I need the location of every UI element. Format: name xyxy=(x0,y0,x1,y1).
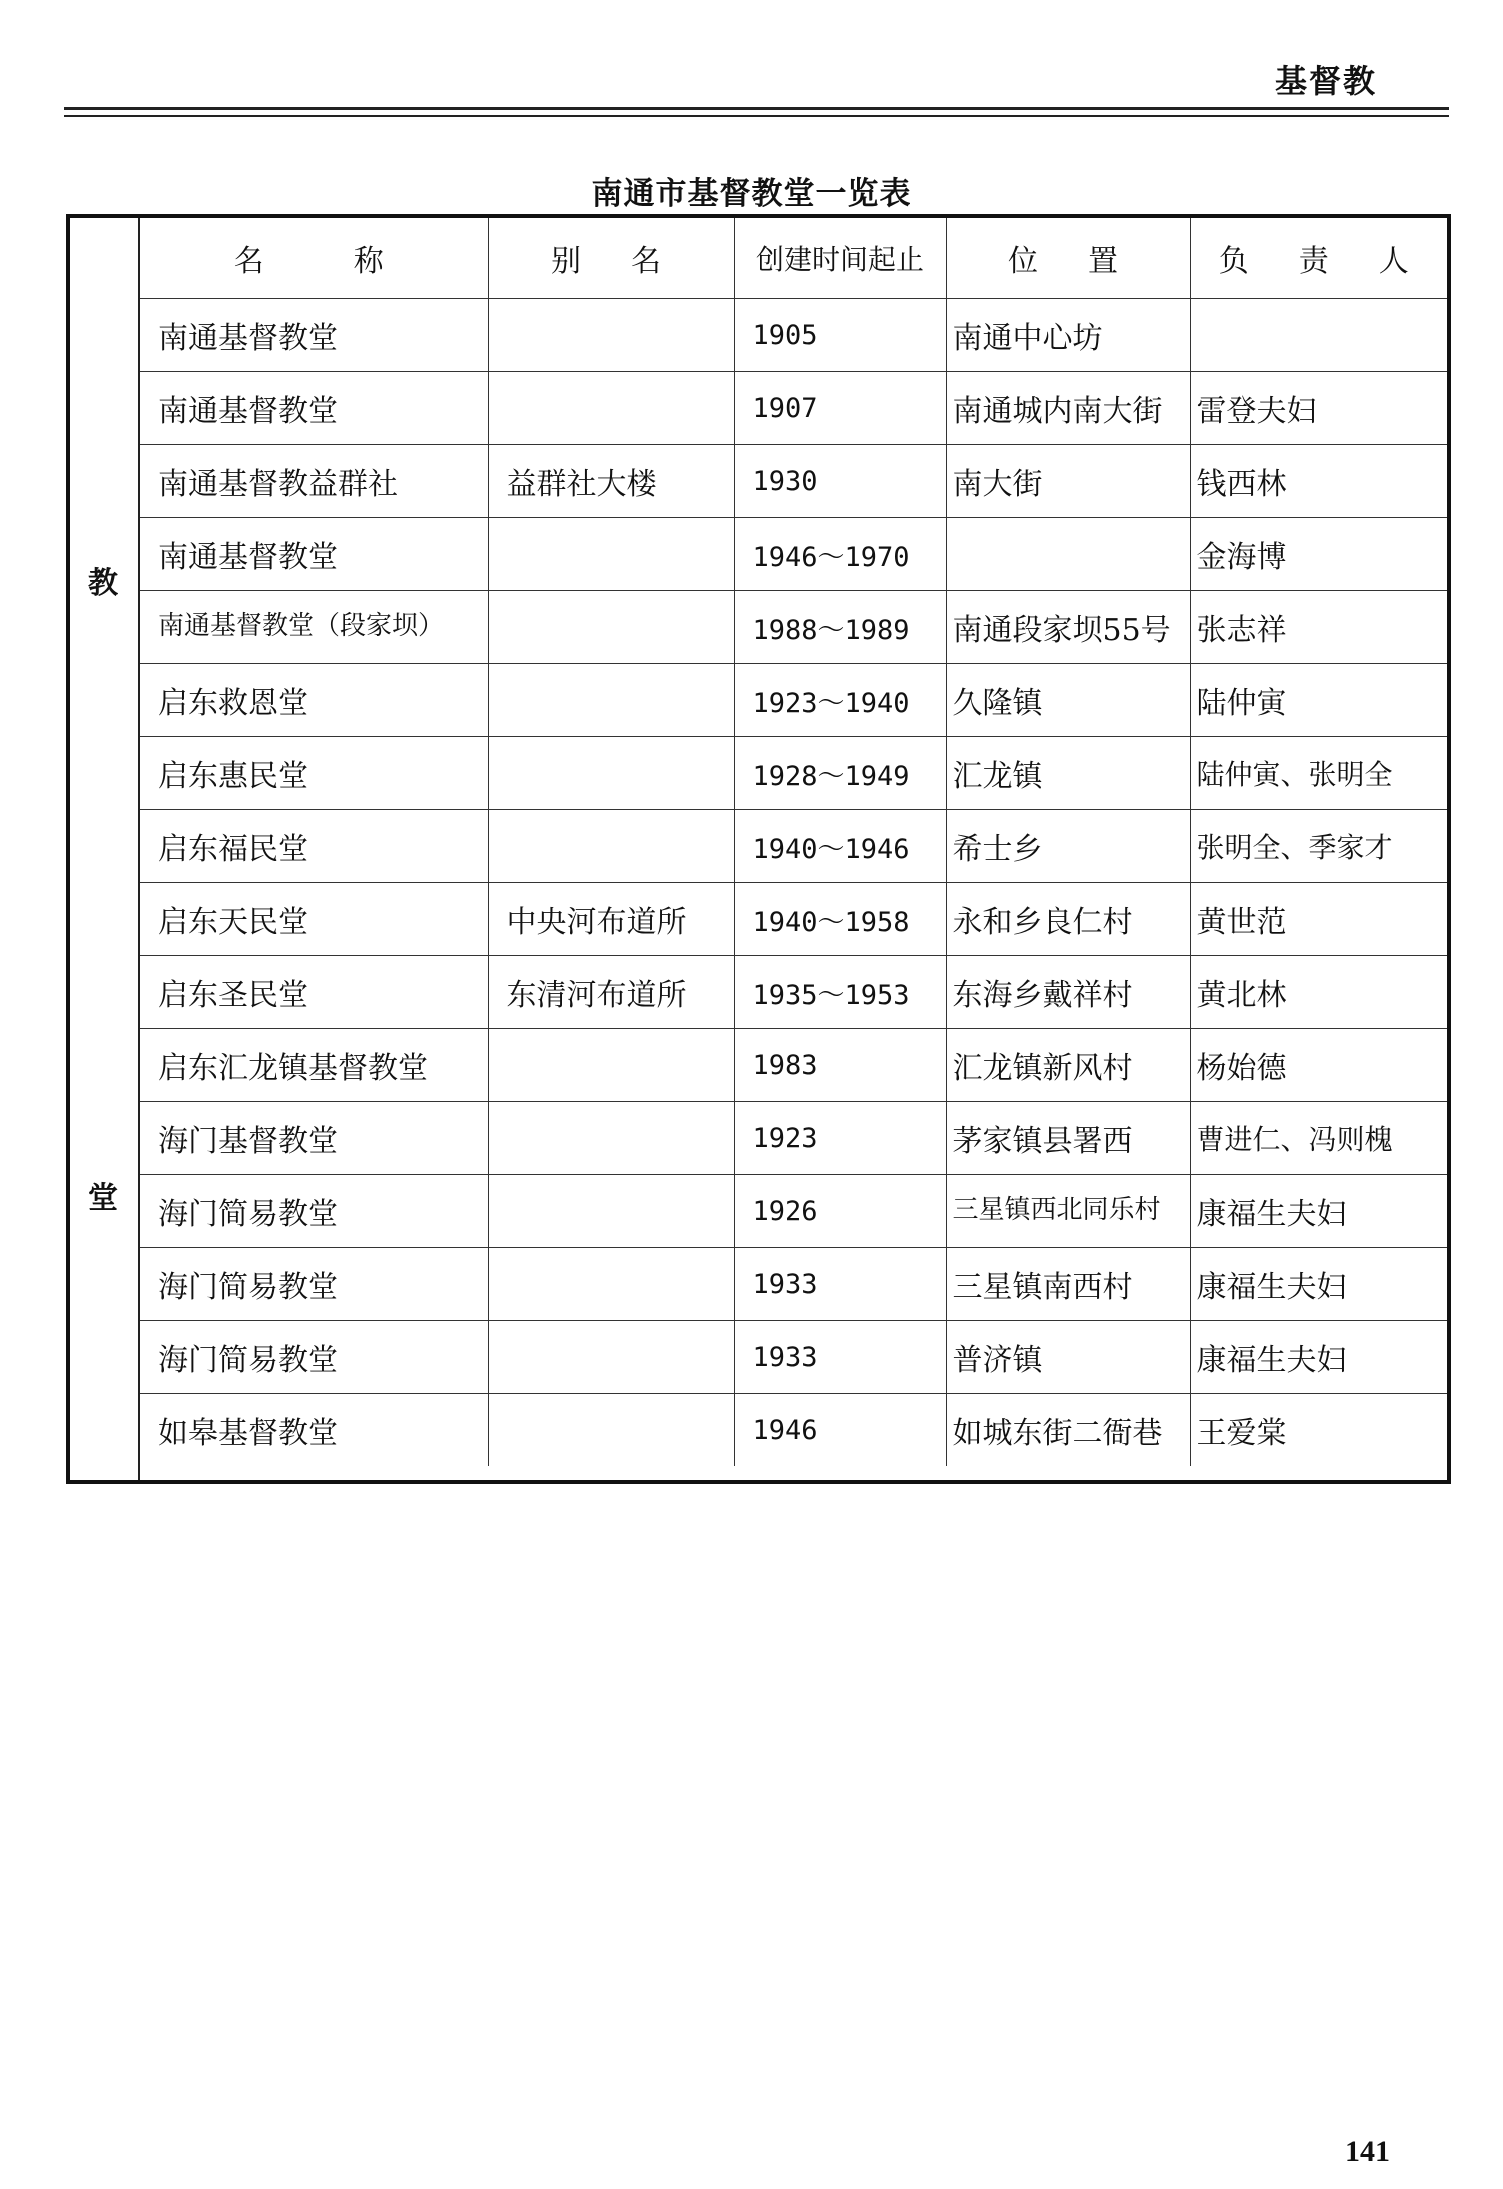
church-name: 南通基督教堂 xyxy=(140,372,488,445)
column-header-years: 创建时间起止 xyxy=(734,218,946,299)
church-alias xyxy=(488,1321,734,1394)
church-years: 1940～1958 xyxy=(734,883,946,956)
church-alias xyxy=(488,372,734,445)
church-name: 南通基督教堂（段家坝） xyxy=(140,591,488,664)
church-name: 启东天民堂 xyxy=(140,883,488,956)
church-alias xyxy=(488,664,734,737)
church-leader: 王爱棠 xyxy=(1196,1416,1287,1451)
church-alias: 东清河布道所 xyxy=(488,956,734,1029)
table-row xyxy=(140,1394,1447,1467)
church-alias xyxy=(488,1394,734,1467)
church-alias: 中央河布道所 xyxy=(488,883,734,956)
table-row xyxy=(140,591,1447,664)
church-name: 启东汇龙镇基督教堂 xyxy=(140,1029,488,1102)
church-years: 1930 xyxy=(734,445,946,518)
church-location: 如城东街二衙巷 xyxy=(946,1394,1190,1467)
running-header-title: 基督教 xyxy=(1274,62,1377,100)
table-row xyxy=(140,810,1447,883)
church-leader: 张明全、季家才 xyxy=(1190,810,1447,883)
church-leader: 陆仲寅、张明全 xyxy=(1190,737,1447,810)
church-years: 1923～1940 xyxy=(734,664,946,737)
church-alias xyxy=(488,299,734,372)
category-char-1: 教 xyxy=(88,566,118,601)
church-location: 汇龙镇新风村 xyxy=(946,1029,1190,1102)
church-alias xyxy=(488,591,734,664)
church-leader: 陆仲寅 xyxy=(1190,664,1447,737)
table-row xyxy=(140,518,1447,591)
table-row xyxy=(140,664,1447,737)
church-leader: 康福生夫妇 xyxy=(1190,1321,1447,1394)
church-alias xyxy=(488,1248,734,1321)
church-leader: 康福生夫妇 xyxy=(1190,1248,1447,1321)
church-years: 1926 xyxy=(734,1175,946,1248)
church-leader: 黄世范 xyxy=(1190,883,1447,956)
table-title: 南通市基督教堂一览表 xyxy=(591,176,912,212)
table-row xyxy=(140,445,1447,518)
church-leader xyxy=(1190,299,1447,372)
church-location: 永和乡良仁村 xyxy=(946,883,1190,956)
church-location: 东海乡戴祥村 xyxy=(946,956,1190,1029)
church-alias xyxy=(488,1102,734,1175)
church-alias xyxy=(488,518,734,591)
page-number: 141 xyxy=(1345,2135,1390,2168)
table-row xyxy=(140,1321,1447,1394)
church-years: 1940～1946 xyxy=(734,810,946,883)
church-leader: 张志祥 xyxy=(1190,591,1447,664)
church-years: 1923 xyxy=(734,1102,946,1175)
church-name: 南通基督教益群社 xyxy=(140,445,488,518)
church-name: 海门基督教堂 xyxy=(140,1102,488,1175)
church-name: 海门简易教堂 xyxy=(140,1321,488,1394)
church-name: 南通基督教堂 xyxy=(140,299,488,372)
church-years: 1933 xyxy=(734,1248,946,1321)
church-location: 南大街 xyxy=(946,445,1190,518)
column-header-leader: 负 责 人 xyxy=(1190,218,1447,299)
table-row xyxy=(140,372,1447,445)
church-alias xyxy=(488,1029,734,1102)
table-row xyxy=(140,1175,1447,1248)
church-years: 1907 xyxy=(734,372,946,445)
church-location: 希士乡 xyxy=(946,810,1190,883)
church-years: 1905 xyxy=(734,299,946,372)
table-row xyxy=(140,1102,1447,1175)
table-row xyxy=(140,737,1447,810)
category-column xyxy=(70,218,140,1480)
church-years: 1933 xyxy=(734,1321,946,1394)
column-header-location: 位 置 xyxy=(946,218,1190,299)
church-location: 南通段家坝55号 xyxy=(946,591,1190,664)
category-char-2: 堂 xyxy=(88,1181,118,1216)
church-name: 南通基督教堂 xyxy=(140,518,488,591)
church-years: 1935～1953 xyxy=(734,956,946,1029)
church-leader: 雷登夫妇 xyxy=(1190,372,1447,445)
church-alias: 益群社大楼 xyxy=(488,445,734,518)
church-years: 1946～1970 xyxy=(734,518,946,591)
church-location: 南通中心坊 xyxy=(946,299,1190,372)
church-years: 1928～1949 xyxy=(734,737,946,810)
church-location xyxy=(946,518,1190,591)
church-table-frame xyxy=(66,214,1451,1484)
church-location: 汇龙镇 xyxy=(946,737,1190,810)
church-location: 普济镇 xyxy=(946,1321,1190,1394)
church-location: 南通城内南大街 xyxy=(946,372,1190,445)
church-leader: 杨始德 xyxy=(1190,1029,1447,1102)
table-row xyxy=(140,299,1447,372)
church-alias xyxy=(488,737,734,810)
table-row xyxy=(140,1029,1447,1102)
church-alias xyxy=(488,810,734,883)
table-header-row xyxy=(140,218,1447,299)
church-name: 启东圣民堂 xyxy=(140,956,488,1029)
church-leader: 金海博 xyxy=(1190,518,1447,591)
church-location: 三星镇南西村 xyxy=(946,1248,1190,1321)
church-location: 茅家镇县署西 xyxy=(946,1102,1190,1175)
table-row xyxy=(140,956,1447,1029)
church-leader: 黄北林 xyxy=(1190,956,1447,1029)
church-name: 如皋基督教堂 xyxy=(140,1394,488,1467)
table-row xyxy=(140,1248,1447,1321)
header-rule xyxy=(64,107,1449,117)
church-alias xyxy=(488,1175,734,1248)
church-name: 启东惠民堂 xyxy=(140,737,488,810)
church-leader: 康福生夫妇 xyxy=(1190,1175,1447,1248)
column-header-alias: 别 名 xyxy=(488,218,734,299)
church-name: 海门简易教堂 xyxy=(140,1248,488,1321)
church-leader: 钱西林 xyxy=(1190,445,1447,518)
church-location: 三星镇西北同乐村 xyxy=(946,1175,1190,1248)
church-years: 1983 xyxy=(734,1029,946,1102)
church-years: 1988～1989 xyxy=(734,591,946,664)
church-years: 1946 xyxy=(734,1394,946,1467)
church-table xyxy=(140,218,1447,1466)
table-row xyxy=(140,883,1447,956)
church-name: 启东福民堂 xyxy=(140,810,488,883)
church-name: 启东救恩堂 xyxy=(140,664,488,737)
church-name: 海门简易教堂 xyxy=(140,1175,488,1248)
column-header-name: 名 称 xyxy=(140,218,488,299)
church-leader: 曹进仁、冯则槐 xyxy=(1190,1102,1447,1175)
church-location: 久隆镇 xyxy=(946,664,1190,737)
